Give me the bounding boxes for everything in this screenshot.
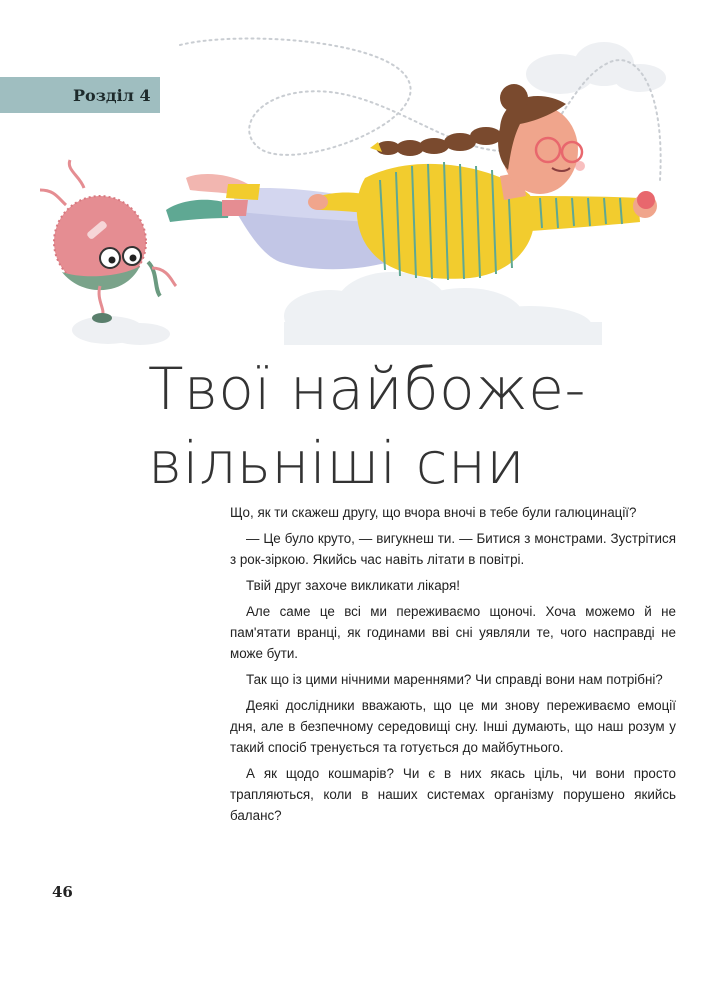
cloud-left bbox=[72, 316, 170, 345]
chapter-label: Розділ 4 bbox=[73, 86, 151, 105]
cloud-bottom bbox=[284, 272, 602, 345]
paragraph: Але саме це всі ми переживаємо щоночі. Хоча можемо й не пам'ятати вранці, як годинами вві сні уявляли те, чого насправді не може бути. bbox=[230, 604, 676, 661]
flying-girl-character bbox=[166, 84, 657, 280]
paragraph: Що, як ти скажеш другу, що вчора вночі в тебе були галюцинації? bbox=[230, 505, 637, 520]
paragraph: А як щодо кошмарів? Чи є в них якась ціль, чи вони просто трапляються, коли в наших системах організму порушено якийсь баланс? bbox=[230, 766, 676, 823]
page-number: 46 bbox=[52, 883, 73, 901]
dream-illustration bbox=[0, 0, 728, 345]
title-line-1: Твої найбоже- bbox=[148, 355, 586, 423]
cloud-top-right bbox=[526, 42, 666, 94]
paragraph: Деякі дослідники вважають, що це ми знову переживаємо емоції дня, але в безпечному середовищі сну. Інші думають, що наш розум у такий спосіб тренується та готується до майбутнього. bbox=[230, 698, 676, 755]
body-text bbox=[230, 502, 676, 831]
monster-character bbox=[40, 160, 176, 323]
page-title bbox=[148, 352, 586, 500]
paragraph: Так що із цими нічними мареннями? Чи справді вони нам потрібні? bbox=[246, 672, 663, 687]
paragraph: Твій друг захоче викликати лікаря! bbox=[246, 578, 460, 593]
title-line-2: вільніші сни bbox=[148, 429, 526, 497]
paragraph: — Це було круто, — вигукнеш ти. — Битися з монстрами. Зустрітися з рок-зіркою. Якийсь час навіть літати в повітрі. bbox=[230, 531, 676, 567]
